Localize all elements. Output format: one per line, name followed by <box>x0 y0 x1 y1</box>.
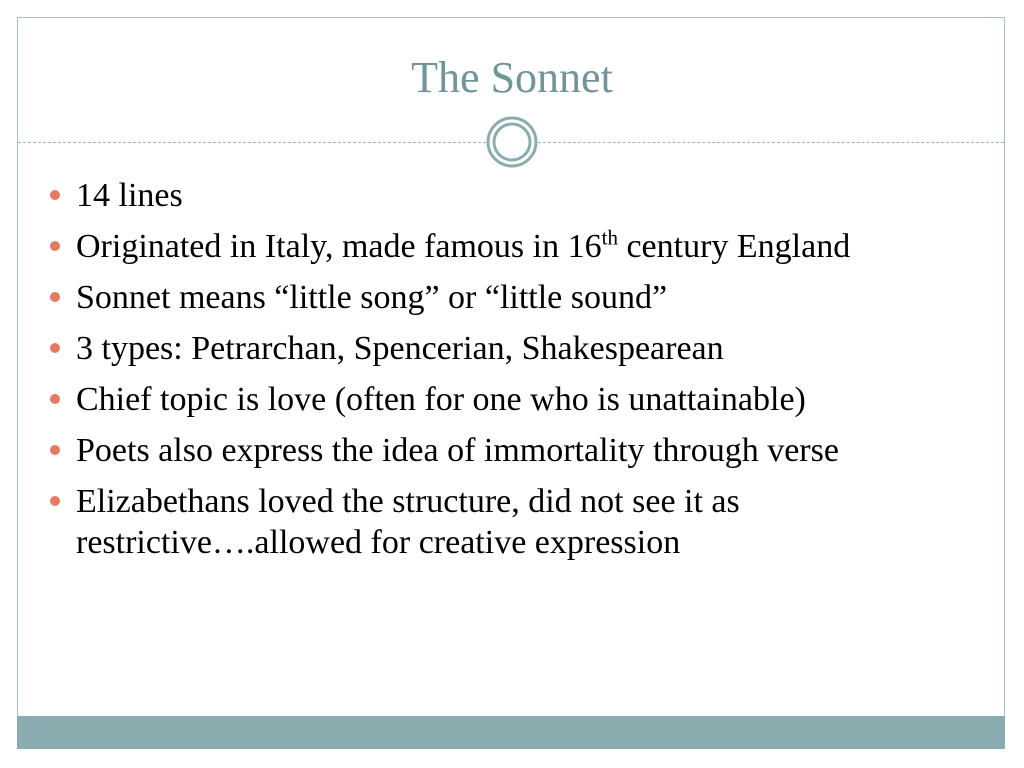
bullet-text: Sonnet means “little song” or “little sound” <box>76 279 668 316</box>
bullet-text: Chief topic is love (often for one who is unattainable) <box>76 381 806 418</box>
bullet-item <box>50 175 990 216</box>
slide-title: The Sonnet <box>411 53 613 102</box>
round-bullet-icon <box>50 343 60 353</box>
double-ring-circle-icon <box>485 115 539 169</box>
round-bullet-icon <box>50 190 60 200</box>
bullet-text: Elizabethans loved the structure, did not see it as restrictive….allowed for creative expression <box>76 483 740 561</box>
round-bullet-icon <box>50 496 60 506</box>
bullet-text: Poets also express the idea of immortality through verse <box>76 432 839 469</box>
round-bullet-icon <box>50 445 60 455</box>
bullet-list <box>50 175 990 573</box>
bullet-text: 3 types: Petrarchan, Spencerian, Shakespearean <box>76 330 724 367</box>
bullet-item <box>50 481 990 563</box>
bullet-item <box>50 430 990 471</box>
title-divider-left <box>18 142 486 143</box>
bullet-text-part: Originated in Italy, made famous in 16 <box>76 228 602 265</box>
title-divider-right <box>538 142 1004 143</box>
bullet-item <box>50 379 990 420</box>
bullet-item <box>50 328 990 369</box>
bullet-text-part: century England <box>617 228 851 265</box>
bullet-item <box>50 277 990 318</box>
round-bullet-icon <box>50 394 60 404</box>
round-bullet-icon <box>50 292 60 302</box>
footer-bar <box>17 716 1005 749</box>
round-bullet-icon <box>50 241 60 251</box>
ordinal-superscript: th <box>601 225 618 250</box>
bullet-item <box>50 226 990 267</box>
bullet-text: 14 lines <box>76 177 183 214</box>
